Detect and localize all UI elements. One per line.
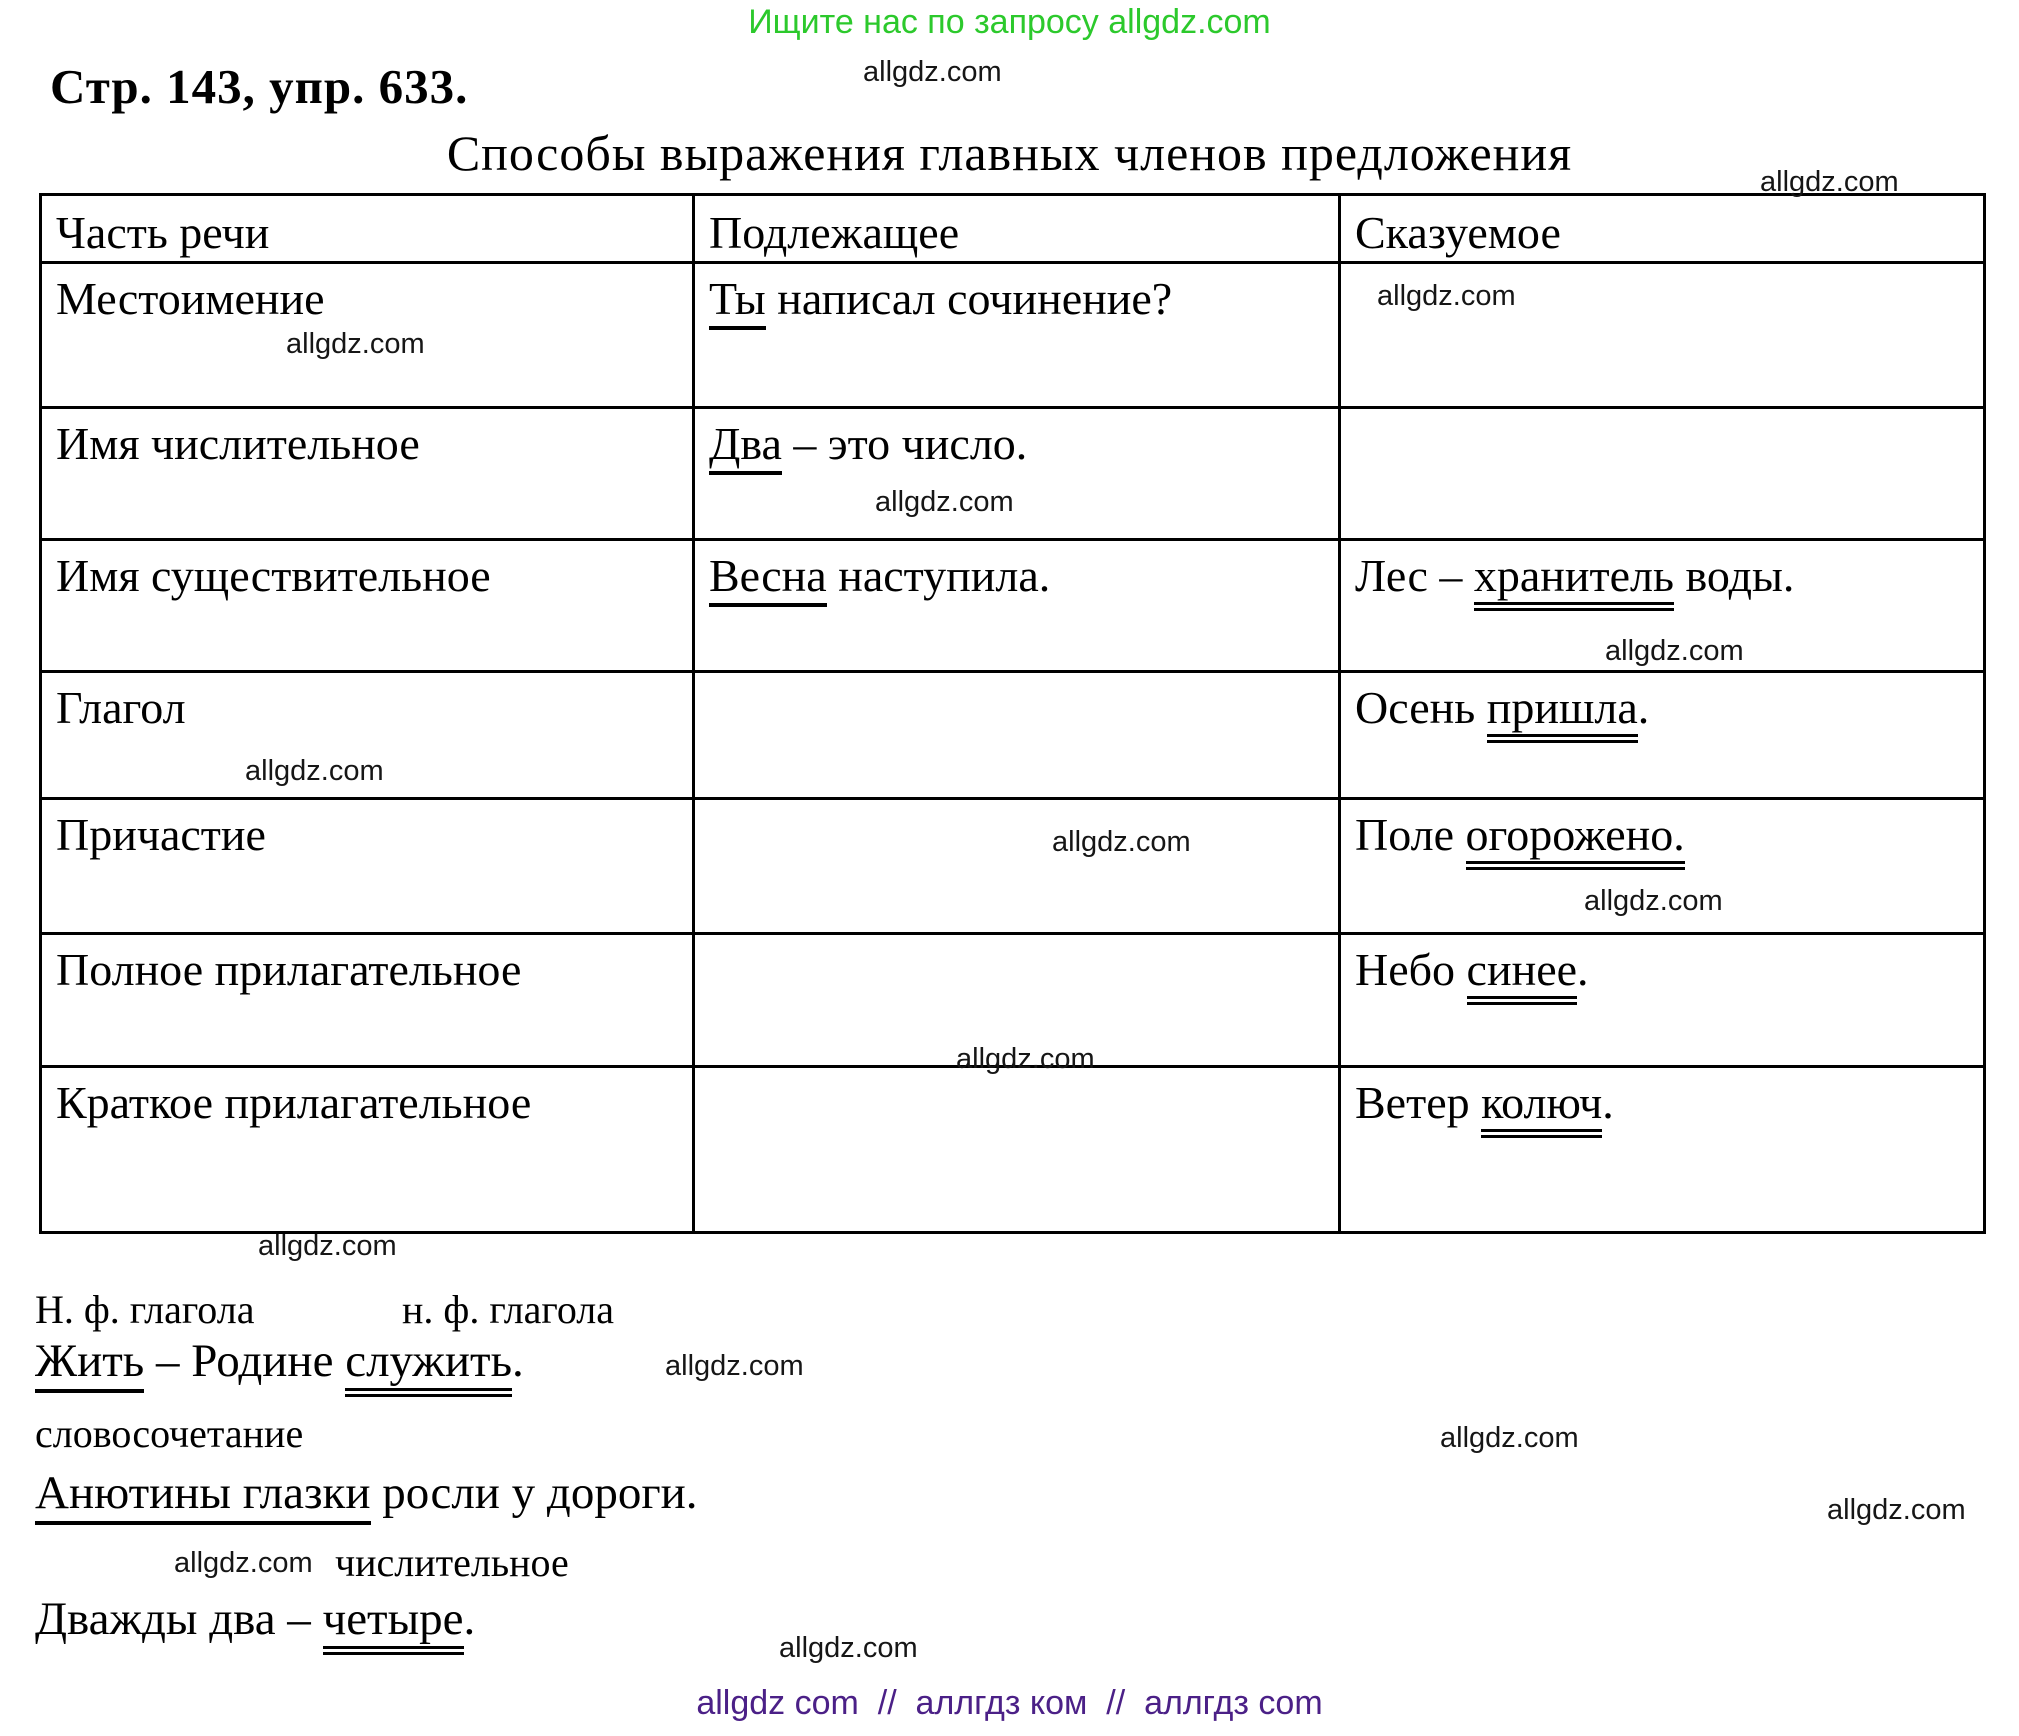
cell-part-of-speech: [41, 1067, 694, 1233]
text-segment: .: [1577, 944, 1589, 995]
allgdz-watermark: allgdz.com: [1052, 826, 1191, 858]
text-segment: наступила.: [826, 550, 1051, 601]
allgdz-watermark: allgdz.com: [779, 1632, 918, 1664]
text-segment: – это число.: [781, 418, 1028, 469]
allgdz-watermark: allgdz.com: [286, 328, 425, 360]
cell-predicate: [1340, 934, 1985, 1067]
main-table: [39, 193, 1986, 1234]
cell-subject: [694, 540, 1340, 672]
allgdz-watermark: allgdz.com: [258, 1230, 397, 1262]
text-segment: написал сочинение?: [765, 273, 1173, 324]
cell-part-of-speech: [41, 934, 694, 1067]
underlined-word: огорожено.: [1466, 809, 1685, 870]
allgdz-watermark: allgdz.com: [1605, 635, 1744, 667]
cell-part-of-speech: [41, 672, 694, 799]
sentence-anyutiny-glazki: [35, 1468, 698, 1520]
cell-part-of-speech: [41, 263, 694, 408]
header-part-of-speech: Часть речи: [41, 195, 694, 263]
text-segment: .: [463, 1593, 476, 1645]
table-row: [41, 799, 1985, 934]
exercise-heading: Стр. 143, упр. 633.: [50, 59, 469, 114]
cell-predicate: [1340, 263, 1985, 408]
text-segment: н. ф. глагола: [402, 1287, 615, 1332]
cell-subject: [694, 672, 1340, 799]
allgdz-watermark: allgdz.com: [1584, 885, 1723, 917]
allgdz-watermark: allgdz.com: [863, 56, 1002, 88]
allgdz-watermark: allgdz.com: [956, 1043, 1095, 1075]
cell-subject: [694, 263, 1340, 408]
text-segment: росли у дороги.: [370, 1467, 698, 1519]
text-segment: Краткое прилагательное: [56, 1077, 532, 1128]
underlined-word: четыре: [323, 1593, 464, 1655]
text-segment: Местоимение: [56, 273, 325, 324]
allgdz-watermark: allgdz.com: [1760, 166, 1899, 198]
allgdz-watermark: allgdz.com: [1377, 280, 1516, 312]
main-table-body: [41, 263, 1985, 1233]
label-chislitelnoe: [335, 1541, 569, 1585]
table-row: [41, 408, 1985, 540]
underlined-word: синее: [1467, 944, 1578, 1005]
underlined-word: Ты: [709, 273, 766, 330]
text-segment: числительное: [335, 1540, 569, 1585]
table-row: [41, 934, 1985, 1067]
text-segment: Причастие: [56, 809, 266, 860]
text-segment: Дважды два –: [35, 1593, 323, 1645]
text-segment: .: [1637, 682, 1650, 733]
cell-subject: [694, 799, 1340, 934]
label-slovosochetanie: [35, 1412, 303, 1456]
text-segment: .: [1602, 1077, 1614, 1128]
underlined-word: колюч: [1481, 1077, 1602, 1138]
text-segment: Полное прилагательное: [56, 944, 522, 995]
sentence-dvazhdy-dva: [35, 1594, 475, 1646]
label-initial-form-2: [402, 1288, 614, 1332]
allgdz-watermark: allgdz.com: [875, 486, 1014, 518]
text-segment: словосочетание: [35, 1411, 304, 1456]
sentence-zhit-sluzhit: [35, 1336, 524, 1388]
allgdz-watermark: allgdz.com: [665, 1350, 804, 1382]
header-predicate: Сказуемое: [1340, 195, 1985, 263]
allgdz-watermark: allgdz.com: [174, 1547, 313, 1579]
cell-predicate: [1340, 799, 1985, 934]
cell-subject: [694, 1067, 1340, 1233]
text-segment: воды.: [1673, 550, 1795, 601]
table-title: Способы выражения главных членов предложения: [446, 125, 1573, 181]
footer-watermark-line: allgdz com // аллгдз ком // аллгдз com: [696, 1684, 1323, 1722]
underlined-word: Два: [709, 418, 782, 475]
cell-subject: [694, 934, 1340, 1075]
table-row: [41, 540, 1985, 672]
header-subject: Подлежащее: [694, 195, 1340, 263]
cell-predicate: [1340, 672, 1985, 799]
text-segment: Ветер: [1355, 1077, 1482, 1128]
cell-part-of-speech: [41, 408, 694, 540]
underlined-word: Жить: [35, 1335, 144, 1393]
underlined-word: Весна: [709, 550, 827, 607]
text-segment: Поле: [1355, 809, 1466, 860]
underlined-word: пришла: [1487, 682, 1638, 743]
allgdz-watermark: allgdz.com: [245, 755, 384, 787]
cell-subject: [694, 408, 1340, 540]
allgdz-watermark: allgdz.com: [1827, 1494, 1966, 1526]
allgdz-watermark: allgdz.com: [1440, 1422, 1579, 1454]
cell-part-of-speech: [41, 799, 694, 934]
text-segment: Н. ф. глагола: [35, 1287, 255, 1332]
table-header-row: [41, 195, 1985, 263]
cell-part-of-speech: [41, 540, 694, 672]
text-segment: Небо: [1355, 944, 1467, 995]
label-initial-form-1: [35, 1288, 255, 1332]
table-row: [41, 1067, 1985, 1233]
cell-predicate: [1340, 540, 1985, 672]
cell-predicate: [1340, 1067, 1985, 1233]
text-segment: – Родине: [144, 1335, 346, 1387]
text-segment: .: [512, 1335, 524, 1387]
text-segment: Осень: [1355, 682, 1487, 733]
table-row: [41, 672, 1985, 799]
table-row: [41, 263, 1985, 408]
text-segment: Имя числительное: [56, 418, 420, 469]
underlined-word: хранитель: [1474, 550, 1674, 611]
text-segment: Имя существительное: [56, 550, 491, 601]
cell-predicate: [1340, 408, 1985, 540]
top-search-banner: Ищите нас по запросу allgdz.com: [748, 3, 1271, 41]
text-segment: Глагол: [56, 682, 186, 733]
underlined-word: Анютины глазки: [35, 1467, 371, 1525]
underlined-word: служить: [345, 1335, 512, 1397]
text-segment: Лес –: [1355, 550, 1474, 601]
